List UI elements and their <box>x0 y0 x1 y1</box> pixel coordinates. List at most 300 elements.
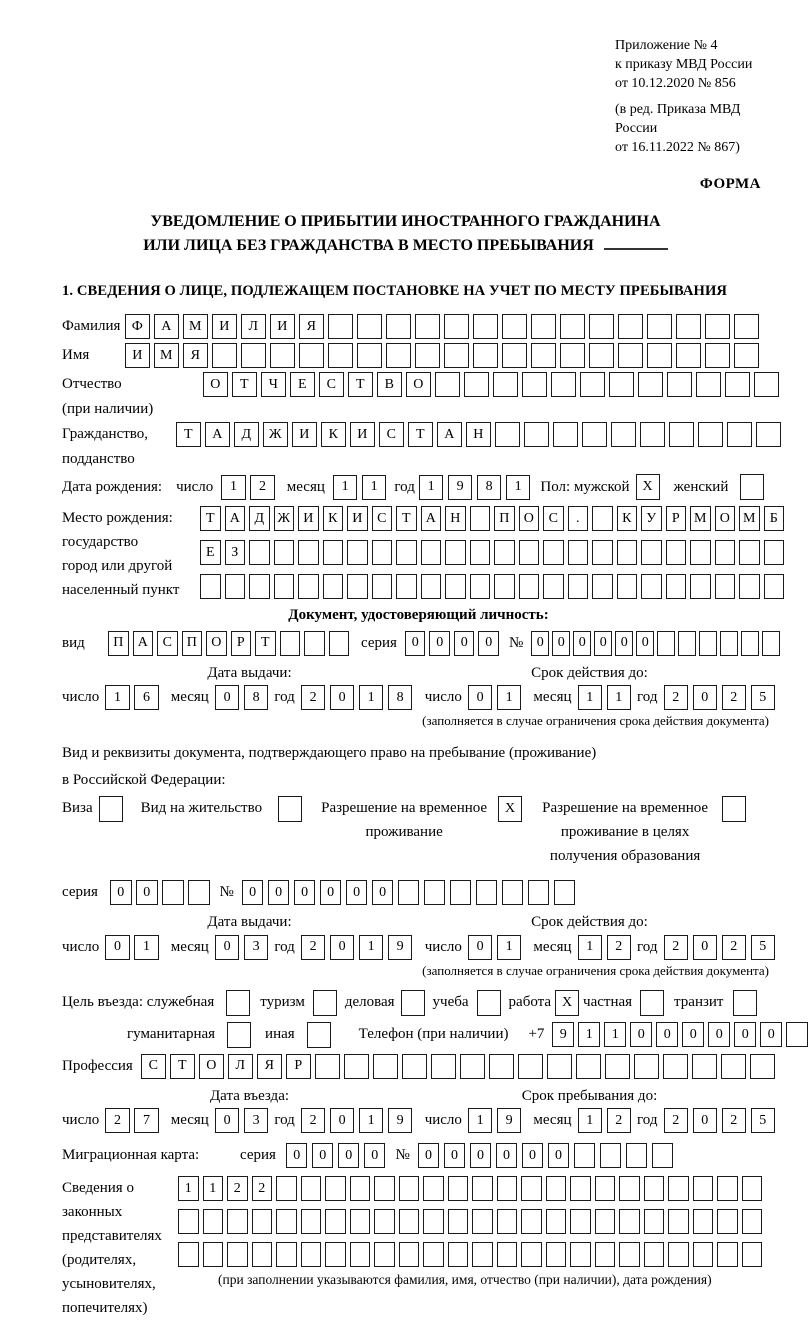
char-cell[interactable] <box>668 1176 689 1201</box>
char-cell[interactable]: 0 <box>242 880 264 905</box>
char-cell[interactable] <box>445 574 466 599</box>
char-cell[interactable] <box>582 422 607 447</box>
char-cell[interactable]: 1 <box>468 1108 493 1133</box>
char-cell[interactable]: К <box>323 506 344 531</box>
char-cell[interactable]: 0 <box>468 935 493 960</box>
char-cell[interactable] <box>276 1176 297 1201</box>
char-cell[interactable]: Н <box>466 422 491 447</box>
char-cell[interactable] <box>592 574 613 599</box>
char-cell[interactable]: Е <box>200 540 221 565</box>
char-cell[interactable] <box>667 372 692 397</box>
char-cell[interactable] <box>396 540 417 565</box>
char-cell[interactable] <box>328 343 353 368</box>
char-cell[interactable]: С <box>141 1054 166 1079</box>
char-cell[interactable]: 5 <box>751 1108 776 1133</box>
char-cell[interactable] <box>750 1054 775 1079</box>
char-cell[interactable] <box>493 372 518 397</box>
char-cell[interactable] <box>325 1176 346 1201</box>
char-cell[interactable]: 2 <box>722 685 747 710</box>
char-cell[interactable]: И <box>125 343 150 368</box>
char-cell[interactable]: 0 <box>294 880 316 905</box>
char-cell[interactable] <box>399 1242 420 1267</box>
char-cell[interactable] <box>576 1054 601 1079</box>
char-cell[interactable] <box>589 343 614 368</box>
char-cell[interactable] <box>692 1054 717 1079</box>
char-cell[interactable]: 2 <box>301 685 326 710</box>
char-cell[interactable] <box>717 1209 738 1234</box>
char-cell[interactable] <box>472 1242 493 1267</box>
char-cell[interactable]: В <box>377 372 402 397</box>
char-cell[interactable]: 1 <box>506 475 531 500</box>
char-cell[interactable] <box>522 372 547 397</box>
char-cell[interactable]: . <box>568 506 589 531</box>
char-cell[interactable]: 2 <box>664 1108 689 1133</box>
char-cell[interactable]: С <box>372 506 393 531</box>
char-cell[interactable]: Я <box>299 314 324 339</box>
char-cell[interactable]: О <box>715 506 736 531</box>
char-cell[interactable] <box>592 506 613 531</box>
char-cell[interactable]: 0 <box>478 631 499 656</box>
char-cell[interactable] <box>617 574 638 599</box>
char-cell[interactable]: 2 <box>664 935 689 960</box>
char-cell[interactable] <box>570 1176 591 1201</box>
char-cell[interactable] <box>580 372 605 397</box>
char-cell[interactable] <box>472 1176 493 1201</box>
char-cell[interactable] <box>619 1209 640 1234</box>
char-cell[interactable] <box>705 314 730 339</box>
char-cell[interactable]: С <box>319 372 344 397</box>
char-cell[interactable]: О <box>519 506 540 531</box>
char-cell[interactable] <box>741 631 759 656</box>
char-cell[interactable]: Т <box>255 631 276 656</box>
char-cell[interactable] <box>298 540 319 565</box>
char-cell[interactable] <box>445 540 466 565</box>
char-cell[interactable]: С <box>379 422 404 447</box>
char-cell[interactable] <box>350 1209 371 1234</box>
char-cell[interactable]: 2 <box>722 935 747 960</box>
char-cell[interactable]: А <box>225 506 246 531</box>
char-cell[interactable]: Т <box>176 422 201 447</box>
char-cell[interactable] <box>328 314 353 339</box>
char-cell[interactable] <box>619 1242 640 1267</box>
char-cell[interactable]: Я <box>183 343 208 368</box>
char-cell[interactable]: 1 <box>362 475 387 500</box>
char-cell[interactable]: 1 <box>105 685 130 710</box>
char-cell[interactable]: 1 <box>359 1108 384 1133</box>
char-cell[interactable] <box>764 574 785 599</box>
char-cell[interactable]: X <box>498 796 522 822</box>
char-cell[interactable]: Н <box>445 506 466 531</box>
char-cell[interactable]: И <box>270 314 295 339</box>
char-cell[interactable]: Ч <box>261 372 286 397</box>
char-cell[interactable] <box>609 372 634 397</box>
char-cell[interactable] <box>742 1242 763 1267</box>
char-cell[interactable] <box>249 540 270 565</box>
char-cell[interactable]: 0 <box>312 1143 334 1168</box>
char-cell[interactable] <box>203 1209 224 1234</box>
char-cell[interactable]: 1 <box>419 475 444 500</box>
char-cell[interactable] <box>676 314 701 339</box>
char-cell[interactable]: Т <box>200 506 221 531</box>
char-cell[interactable] <box>344 1054 369 1079</box>
char-cell[interactable] <box>497 1242 518 1267</box>
char-cell[interactable] <box>276 1242 297 1267</box>
char-cell[interactable]: 0 <box>215 685 240 710</box>
char-cell[interactable]: А <box>133 631 154 656</box>
char-cell[interactable]: 3 <box>244 1108 269 1133</box>
char-cell[interactable] <box>401 990 425 1016</box>
char-cell[interactable] <box>415 343 440 368</box>
char-cell[interactable]: З <box>225 540 246 565</box>
char-cell[interactable] <box>495 422 520 447</box>
char-cell[interactable] <box>188 880 210 905</box>
char-cell[interactable] <box>742 1176 763 1201</box>
char-cell[interactable] <box>733 990 757 1016</box>
char-cell[interactable]: Т <box>396 506 417 531</box>
char-cell[interactable]: 2 <box>664 685 689 710</box>
char-cell[interactable] <box>740 474 764 500</box>
char-cell[interactable] <box>227 1242 248 1267</box>
char-cell[interactable]: А <box>437 422 462 447</box>
char-cell[interactable]: 0 <box>682 1022 704 1047</box>
char-cell[interactable] <box>705 343 730 368</box>
char-cell[interactable]: Т <box>232 372 257 397</box>
char-cell[interactable] <box>669 422 694 447</box>
char-cell[interactable]: 0 <box>496 1143 518 1168</box>
char-cell[interactable] <box>301 1176 322 1201</box>
char-cell[interactable] <box>241 343 266 368</box>
char-cell[interactable] <box>226 990 250 1016</box>
char-cell[interactable] <box>435 372 460 397</box>
char-cell[interactable]: Ф <box>125 314 150 339</box>
char-cell[interactable]: Т <box>348 372 373 397</box>
char-cell[interactable] <box>546 1176 567 1201</box>
char-cell[interactable] <box>611 422 636 447</box>
char-cell[interactable]: Т <box>408 422 433 447</box>
char-cell[interactable] <box>521 1209 542 1234</box>
char-cell[interactable]: 2 <box>227 1176 248 1201</box>
char-cell[interactable] <box>200 574 221 599</box>
char-cell[interactable] <box>270 343 295 368</box>
char-cell[interactable] <box>519 574 540 599</box>
char-cell[interactable]: 0 <box>454 631 475 656</box>
char-cell[interactable]: X <box>636 474 660 500</box>
char-cell[interactable]: О <box>206 631 227 656</box>
char-cell[interactable] <box>470 574 491 599</box>
char-cell[interactable] <box>448 1176 469 1201</box>
char-cell[interactable]: 0 <box>429 631 450 656</box>
char-cell[interactable] <box>502 343 527 368</box>
char-cell[interactable] <box>640 422 665 447</box>
char-cell[interactable]: 3 <box>244 935 269 960</box>
char-cell[interactable] <box>531 314 556 339</box>
char-cell[interactable]: 0 <box>444 1143 466 1168</box>
char-cell[interactable] <box>476 880 498 905</box>
char-cell[interactable] <box>301 1242 322 1267</box>
char-cell[interactable] <box>329 631 350 656</box>
char-cell[interactable]: А <box>205 422 230 447</box>
char-cell[interactable]: 1 <box>497 685 522 710</box>
char-cell[interactable] <box>280 631 301 656</box>
char-cell[interactable] <box>350 1242 371 1267</box>
char-cell[interactable] <box>252 1242 273 1267</box>
char-cell[interactable] <box>227 1022 251 1048</box>
char-cell[interactable] <box>524 422 549 447</box>
char-cell[interactable]: 0 <box>630 1022 652 1047</box>
char-cell[interactable]: Д <box>249 506 270 531</box>
char-cell[interactable] <box>595 1209 616 1234</box>
char-cell[interactable] <box>666 540 687 565</box>
char-cell[interactable]: И <box>292 422 317 447</box>
char-cell[interactable]: Р <box>231 631 252 656</box>
char-cell[interactable] <box>473 314 498 339</box>
char-cell[interactable] <box>460 1054 485 1079</box>
char-cell[interactable]: 0 <box>330 685 355 710</box>
char-cell[interactable]: 1 <box>221 475 246 500</box>
char-cell[interactable] <box>477 990 501 1016</box>
char-cell[interactable] <box>739 574 760 599</box>
char-cell[interactable] <box>350 1176 371 1201</box>
char-cell[interactable]: Ж <box>263 422 288 447</box>
char-cell[interactable] <box>276 1209 297 1234</box>
char-cell[interactable] <box>727 422 752 447</box>
char-cell[interactable] <box>570 1242 591 1267</box>
char-cell[interactable] <box>497 1209 518 1234</box>
char-cell[interactable] <box>668 1242 689 1267</box>
char-cell[interactable]: А <box>421 506 442 531</box>
char-cell[interactable] <box>252 1209 273 1234</box>
char-cell[interactable] <box>742 1209 763 1234</box>
char-cell[interactable]: 0 <box>418 1143 440 1168</box>
char-cell[interactable]: 9 <box>448 475 473 500</box>
char-cell[interactable] <box>690 574 711 599</box>
char-cell[interactable] <box>652 1143 674 1168</box>
char-cell[interactable] <box>786 1022 808 1047</box>
char-cell[interactable] <box>423 1209 444 1234</box>
char-cell[interactable]: 2 <box>607 1108 632 1133</box>
char-cell[interactable] <box>617 540 638 565</box>
char-cell[interactable]: 2 <box>250 475 275 500</box>
char-cell[interactable] <box>722 796 746 822</box>
char-cell[interactable] <box>666 574 687 599</box>
char-cell[interactable] <box>756 422 781 447</box>
char-cell[interactable] <box>424 880 446 905</box>
char-cell[interactable] <box>502 314 527 339</box>
char-cell[interactable] <box>554 880 576 905</box>
char-cell[interactable] <box>298 574 319 599</box>
char-cell[interactable] <box>720 631 738 656</box>
char-cell[interactable]: 5 <box>751 685 776 710</box>
char-cell[interactable] <box>372 574 393 599</box>
char-cell[interactable] <box>595 1176 616 1201</box>
char-cell[interactable]: 0 <box>364 1143 386 1168</box>
char-cell[interactable]: К <box>321 422 346 447</box>
char-cell[interactable] <box>518 1054 543 1079</box>
char-cell[interactable] <box>274 574 295 599</box>
char-cell[interactable]: И <box>347 506 368 531</box>
char-cell[interactable] <box>568 574 589 599</box>
char-cell[interactable]: 1 <box>178 1176 199 1201</box>
char-cell[interactable]: К <box>617 506 638 531</box>
char-cell[interactable] <box>225 574 246 599</box>
char-cell[interactable]: П <box>182 631 203 656</box>
char-cell[interactable]: 0 <box>468 685 493 710</box>
char-cell[interactable] <box>421 574 442 599</box>
char-cell[interactable]: 0 <box>105 935 130 960</box>
char-cell[interactable]: 0 <box>636 631 654 656</box>
char-cell[interactable]: У <box>641 506 662 531</box>
char-cell[interactable] <box>421 540 442 565</box>
char-cell[interactable] <box>301 1209 322 1234</box>
char-cell[interactable] <box>415 314 440 339</box>
char-cell[interactable] <box>278 796 302 822</box>
char-cell[interactable] <box>739 540 760 565</box>
char-cell[interactable] <box>374 1209 395 1234</box>
char-cell[interactable] <box>502 880 524 905</box>
char-cell[interactable]: Т <box>170 1054 195 1079</box>
char-cell[interactable]: М <box>690 506 711 531</box>
char-cell[interactable]: 1 <box>359 935 384 960</box>
char-cell[interactable]: 0 <box>215 1108 240 1133</box>
char-cell[interactable]: 1 <box>203 1176 224 1201</box>
char-cell[interactable] <box>644 1242 665 1267</box>
char-cell[interactable]: 0 <box>268 880 290 905</box>
char-cell[interactable]: С <box>157 631 178 656</box>
char-cell[interactable] <box>431 1054 456 1079</box>
char-cell[interactable] <box>543 540 564 565</box>
char-cell[interactable]: П <box>494 506 515 531</box>
char-cell[interactable] <box>560 343 585 368</box>
char-cell[interactable] <box>489 1054 514 1079</box>
char-cell[interactable]: 0 <box>548 1143 570 1168</box>
char-cell[interactable]: И <box>212 314 237 339</box>
char-cell[interactable]: М <box>154 343 179 368</box>
char-cell[interactable]: 9 <box>497 1108 522 1133</box>
char-cell[interactable] <box>734 314 759 339</box>
char-cell[interactable]: 6 <box>134 685 159 710</box>
char-cell[interactable] <box>568 540 589 565</box>
char-cell[interactable] <box>162 880 184 905</box>
char-cell[interactable] <box>494 540 515 565</box>
char-cell[interactable] <box>543 574 564 599</box>
char-cell[interactable] <box>347 540 368 565</box>
char-cell[interactable]: М <box>183 314 208 339</box>
char-cell[interactable] <box>717 1176 738 1201</box>
char-cell[interactable]: 0 <box>346 880 368 905</box>
char-cell[interactable] <box>574 1143 596 1168</box>
char-cell[interactable]: Б <box>764 506 785 531</box>
char-cell[interactable] <box>696 372 721 397</box>
char-cell[interactable] <box>721 1054 746 1079</box>
char-cell[interactable]: 0 <box>531 631 549 656</box>
char-cell[interactable]: И <box>298 506 319 531</box>
char-cell[interactable]: О <box>406 372 431 397</box>
char-cell[interactable] <box>373 1054 398 1079</box>
char-cell[interactable]: 8 <box>477 475 502 500</box>
char-cell[interactable] <box>315 1054 340 1079</box>
char-cell[interactable] <box>464 372 489 397</box>
char-cell[interactable] <box>693 1209 714 1234</box>
char-cell[interactable] <box>546 1209 567 1234</box>
char-cell[interactable]: 9 <box>388 1108 413 1133</box>
char-cell[interactable] <box>398 880 420 905</box>
char-cell[interactable] <box>473 343 498 368</box>
char-cell[interactable]: 1 <box>359 685 384 710</box>
char-cell[interactable]: 1 <box>604 1022 626 1047</box>
char-cell[interactable] <box>521 1176 542 1201</box>
char-cell[interactable]: 0 <box>372 880 394 905</box>
char-cell[interactable] <box>595 1242 616 1267</box>
char-cell[interactable] <box>178 1242 199 1267</box>
char-cell[interactable]: 0 <box>573 631 591 656</box>
char-cell[interactable] <box>693 1176 714 1201</box>
char-cell[interactable]: Р <box>666 506 687 531</box>
char-cell[interactable] <box>699 631 717 656</box>
char-cell[interactable] <box>717 1242 738 1267</box>
char-cell[interactable]: 9 <box>552 1022 574 1047</box>
char-cell[interactable]: 1 <box>578 685 603 710</box>
char-cell[interactable] <box>470 506 491 531</box>
char-cell[interactable] <box>647 314 672 339</box>
char-cell[interactable] <box>374 1176 395 1201</box>
char-cell[interactable] <box>638 372 663 397</box>
char-cell[interactable] <box>754 372 779 397</box>
char-cell[interactable]: 0 <box>656 1022 678 1047</box>
char-cell[interactable] <box>644 1176 665 1201</box>
char-cell[interactable]: Л <box>228 1054 253 1079</box>
char-cell[interactable] <box>497 1176 518 1201</box>
char-cell[interactable] <box>528 880 550 905</box>
char-cell[interactable]: 1 <box>578 935 603 960</box>
char-cell[interactable] <box>444 314 469 339</box>
char-cell[interactable] <box>605 1054 630 1079</box>
char-cell[interactable] <box>553 422 578 447</box>
char-cell[interactable] <box>472 1209 493 1234</box>
char-cell[interactable]: 1 <box>134 935 159 960</box>
char-cell[interactable]: 9 <box>388 935 413 960</box>
char-cell[interactable] <box>178 1209 199 1234</box>
char-cell[interactable]: Е <box>290 372 315 397</box>
char-cell[interactable] <box>448 1242 469 1267</box>
char-cell[interactable] <box>764 540 785 565</box>
char-cell[interactable] <box>626 1143 648 1168</box>
char-cell[interactable] <box>372 540 393 565</box>
char-cell[interactable] <box>448 1209 469 1234</box>
char-cell[interactable] <box>698 422 723 447</box>
char-cell[interactable]: 1 <box>497 935 522 960</box>
char-cell[interactable] <box>618 314 643 339</box>
char-cell[interactable]: 0 <box>338 1143 360 1168</box>
char-cell[interactable]: 0 <box>330 1108 355 1133</box>
char-cell[interactable] <box>715 574 736 599</box>
char-cell[interactable] <box>212 343 237 368</box>
char-cell[interactable]: 0 <box>693 935 718 960</box>
char-cell[interactable] <box>450 880 472 905</box>
char-cell[interactable] <box>693 1242 714 1267</box>
char-cell[interactable] <box>274 540 295 565</box>
char-cell[interactable]: 0 <box>330 935 355 960</box>
char-cell[interactable] <box>678 631 696 656</box>
char-cell[interactable] <box>618 343 643 368</box>
char-cell[interactable] <box>715 540 736 565</box>
char-cell[interactable] <box>570 1209 591 1234</box>
char-cell[interactable] <box>521 1242 542 1267</box>
char-cell[interactable]: 0 <box>734 1022 756 1047</box>
char-cell[interactable]: А <box>154 314 179 339</box>
char-cell[interactable] <box>444 343 469 368</box>
char-cell[interactable] <box>546 1242 567 1267</box>
char-cell[interactable] <box>325 1209 346 1234</box>
